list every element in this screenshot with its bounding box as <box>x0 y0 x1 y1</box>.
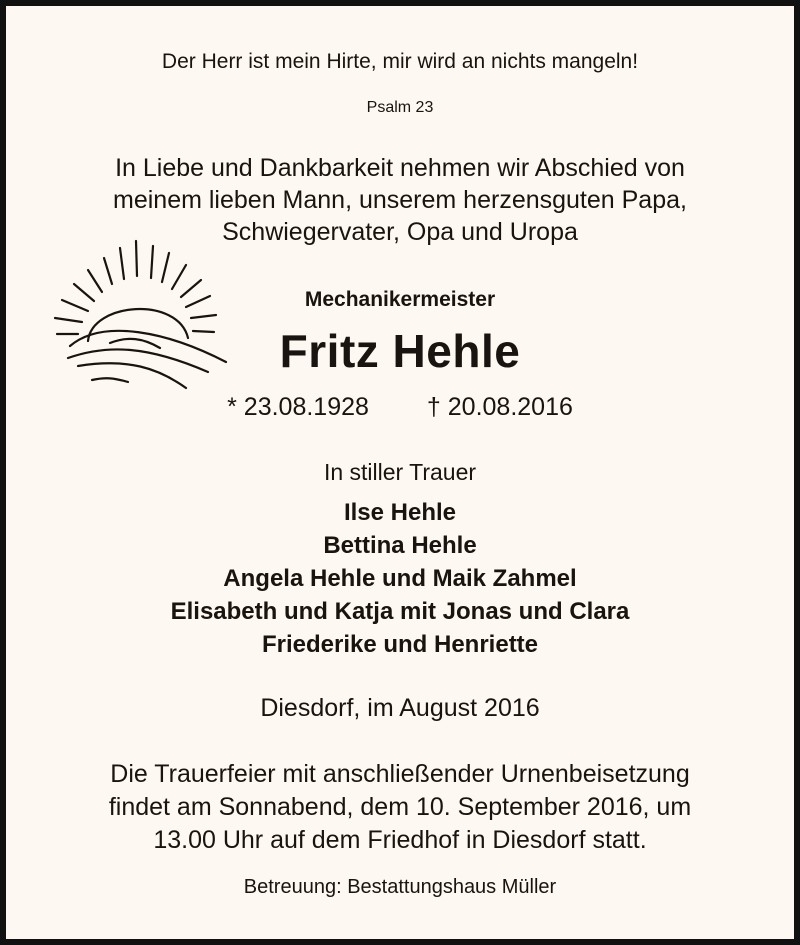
family-member: Ilse Hehle <box>343 499 457 526</box>
family-member: Elisabeth und Katja mit Jonas und Clara <box>170 598 630 625</box>
service-line: Die Trauerfeier mit anschließender Urnenbeisetzung <box>110 760 690 788</box>
family-member: Friederike und Henriette <box>261 631 539 658</box>
funeral-home: Betreuung: Bestattungshaus Müller <box>243 876 557 898</box>
intro-text <box>6 152 794 248</box>
mourning-line: In stiller Trauer <box>323 459 477 485</box>
intro-line: In Liebe und Dankbarkeit nehmen wir Abschied von <box>115 154 685 182</box>
intro-line: Schwiegervater, Opa und Uropa <box>222 218 578 246</box>
birth-date: * 23.08.1928 <box>227 393 369 421</box>
family-member: Angela Hehle und Maik Zahmel <box>223 565 577 592</box>
obituary-card <box>6 6 794 939</box>
death-date: † 20.08.2016 <box>426 393 573 421</box>
service-info <box>6 758 794 857</box>
family-list <box>6 496 794 661</box>
family-member: Bettina Hehle <box>323 532 477 559</box>
verse-reference: Psalm 23 <box>366 99 434 116</box>
service-line: 13.00 Uhr auf dem Friedhof in Diesdorf statt. <box>153 826 647 854</box>
service-line: findet am Sonnabend, dem 10. September 2016, um <box>108 793 692 821</box>
intro-line: meinem lieben Mann, unserem herzensguten Papa, <box>113 186 687 214</box>
life-dates <box>6 393 794 422</box>
place-date: Diesdorf, im August 2016 <box>260 694 540 722</box>
deceased-name: Fritz Hehle <box>279 325 521 377</box>
bible-verse: Der Herr ist mein Hirte, mir wird an nichts mangeln! <box>161 50 639 73</box>
deceased-title: Mechanikermeister <box>304 288 496 311</box>
